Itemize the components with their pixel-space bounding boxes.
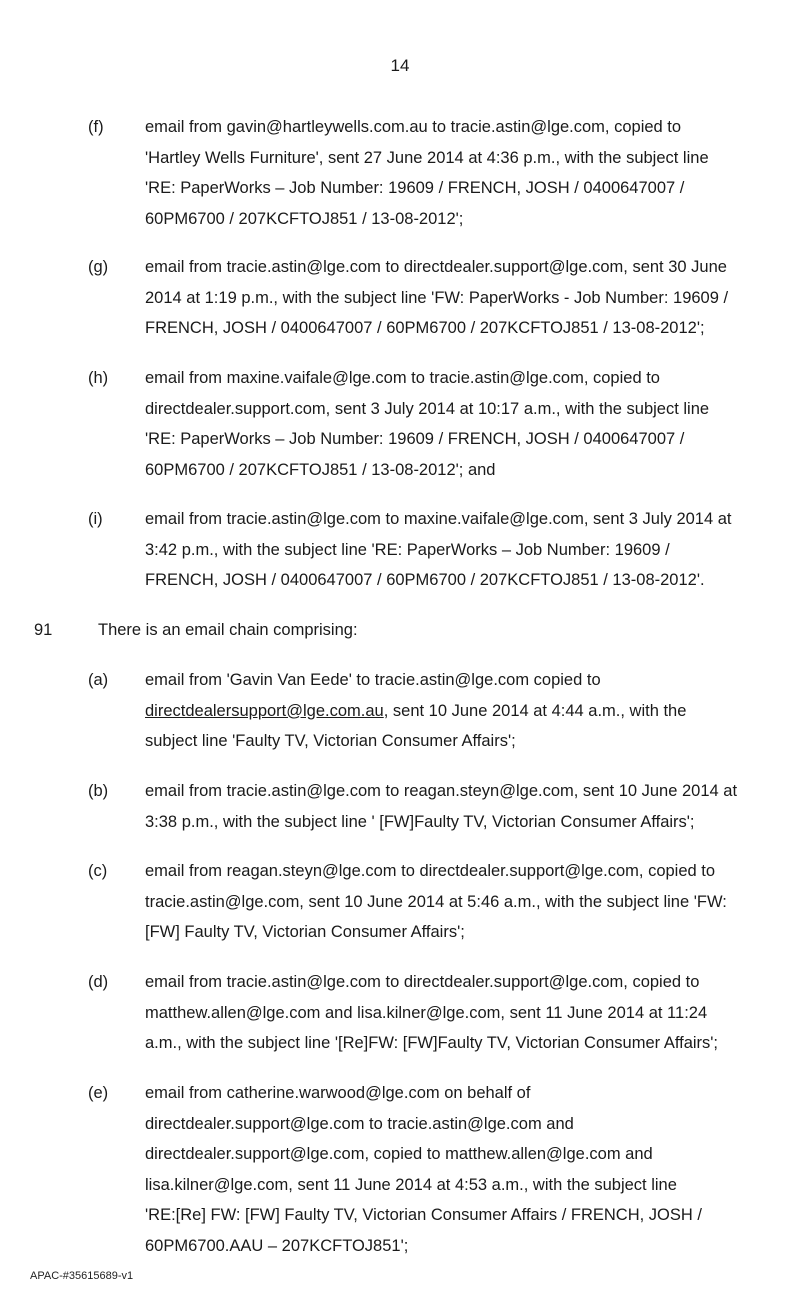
email-link[interactable]: directdealersupport@lge.com.au (145, 701, 384, 720)
paragraph-number: 91 (34, 621, 53, 639)
paragraph-text: There is an email chain comprising: (98, 621, 358, 639)
item-text: email from tracie.astin@lge.com to directdealer.support@lge.com, sent 30 June 2014 at 1:19 p.m., with the subject line 'FW: PaperWorks - Job Number: 19609 / FRENCH, JOSH / 0400647007 / 60PM6700 / 207KCFTOJ851 / 13-08-2012'; (145, 258, 729, 337)
document-footer-id: APAC-#35615689-v1 (30, 1270, 134, 1282)
item-label: (e) (88, 1084, 109, 1102)
item-a-line3: subject line 'Faulty TV, Victorian Consumer Affairs'; (145, 732, 516, 750)
item-label: (c) (88, 862, 108, 880)
item-label: (d) (88, 973, 109, 991)
item-a-line1: email from 'Gavin Van Eede' to tracie.astin@lge.com copied to (145, 671, 601, 689)
item-text: email from reagan.steyn@lge.com to directdealer.support@lge.com, copied to tracie.astin@lge.com, sent 10 June 2014 at 5:46 a.m., with the subject line 'FW: [FW] Faulty TV, Victorian Consumer Affairs'; (145, 862, 727, 941)
item-label: (g) (88, 258, 109, 276)
page-number: 14 (390, 56, 410, 75)
item-label: (h) (88, 369, 109, 387)
item-label: (b) (88, 782, 109, 800)
item-label: (f) (88, 118, 104, 136)
item-label: (i) (88, 510, 103, 528)
item-text: email from catherine.warwood@lge.com on behalf of directdealer.support@lge.com to tracie.astin@lge.com and directdealer.support@lge.com, copied to matthew.allen@lge.com and lisa.kilner@lge.com, sent 11 June 2014 at 4:53 a.m., with the subject line 'RE:[Re] FW: [FW] Faulty TV, Victorian Consumer Affairs / FRENCH, JOSH / 60PM6700.AAU – 207KCFTOJ851'; (145, 1084, 702, 1255)
item-a-line2-rest: , sent 10 June 2014 at 4:44 a.m., with the (383, 701, 687, 720)
item-text: email from tracie.astin@lge.com to maxine.vaifale@lge.com, sent 3 July 2014 at 3:42 p.m., with the subject line 'RE: PaperWorks – Job Number: 19609 / FRENCH, JOSH / 0400647007 / 60PM6700 / 207KCFTOJ851 / 13-08-2012'. (145, 510, 732, 589)
item-text: email from tracie.astin@lge.com to directdealer.support@lge.com, copied to matthew.allen@lge.com and lisa.kilner@lge.com, sent 11 June 2014 at 11:24 a.m., with the subject line '[Re]FW: [FW]Faulty TV, Victorian Consumer Affairs'; (145, 973, 719, 1052)
item-text: email from gavin@hartleywells.com.au to tracie.astin@lge.com, copied to 'Hartley Wells Furniture', sent 27 June 2014 at 4:36 p.m., with the subject line 'RE: PaperWorks – Job Number: 19609 / FRENCH, JOSH / 0400647007 / 60PM6700 / 207KCFTOJ851 / 13-08-2012'; (145, 118, 709, 228)
item-text: email from tracie.astin@lge.com to reagan.steyn@lge.com, sent 10 June 2014 at 3:38 p.m., with the subject line ' [FW]Faulty TV, Victorian Consumer Affairs'; (145, 782, 738, 831)
item-label: (a) (88, 671, 109, 689)
item-text (145, 665, 765, 757)
item-text: email from maxine.vaifale@lge.com to tracie.astin@lge.com, copied to directdealer.support.com, sent 3 July 2014 at 10:17 a.m., with the subject line 'RE: PaperWorks – Job Number: 19609 / FRENCH, JOSH / 0400647007 / 60PM6700 / 207KCFTOJ851 / 13-08-2012'; and (145, 369, 710, 479)
